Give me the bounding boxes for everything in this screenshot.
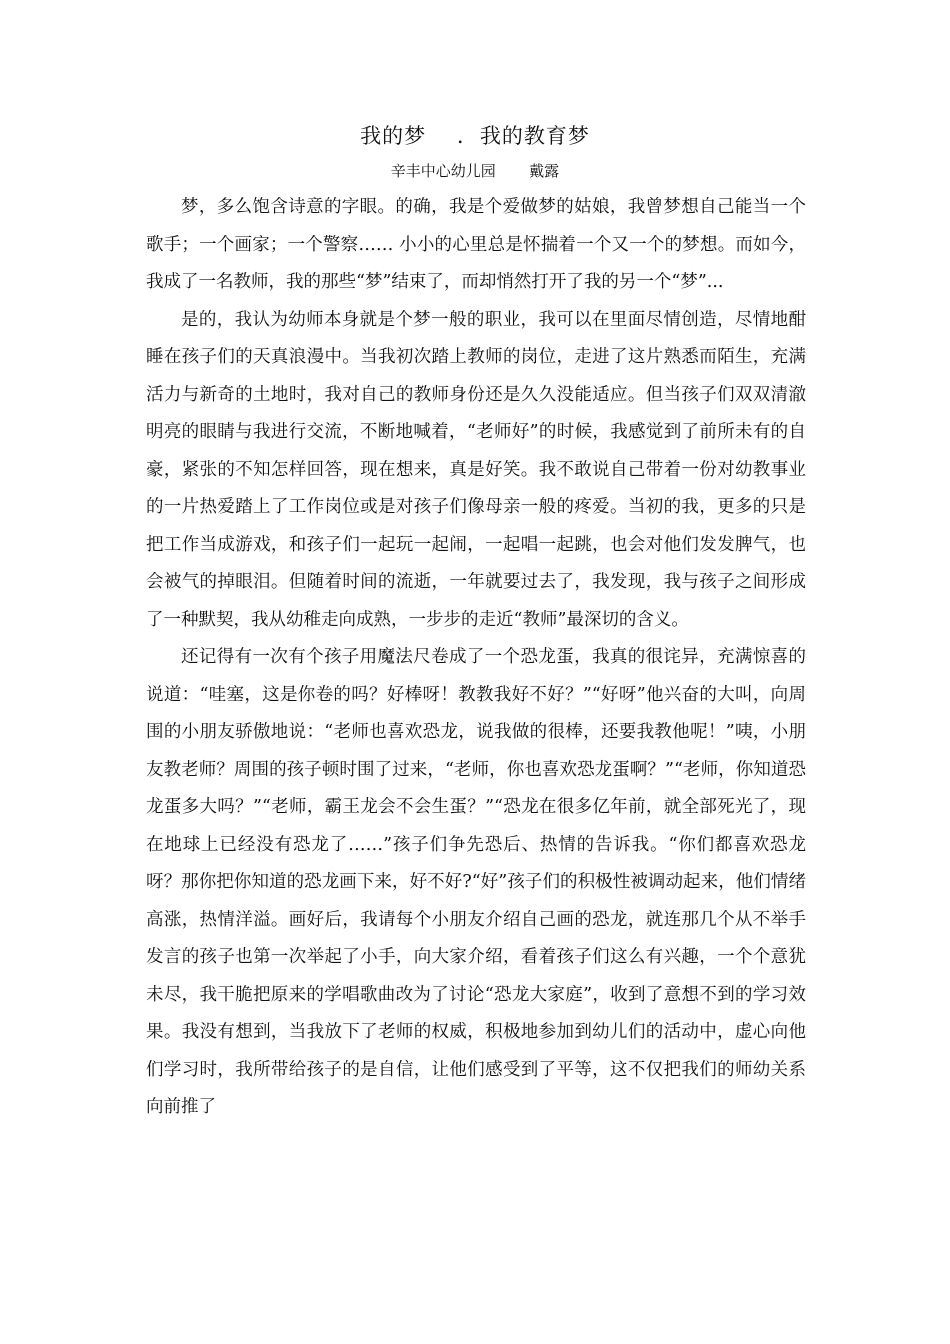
- document-title: 我的梦 . 我的教育梦: [360, 124, 590, 148]
- paragraph-3: 还记得有一次有个孩子用魔法尺卷成了一个恐龙蛋，我真的很诧异，充满惊喜的说道：“哇塞，这是你卷的吗？好棒呀！教教我好不好？”“好呀”他兴奋的大叫，向周围的小朋友骄傲地说：“老师也喜欢恐龙，说我做的很棒，还要我教他呢！”咦，小朋友教老师？周围的孩子顿时围了过来，“老师，你也喜欢恐龙蛋啊？”“老师，你知道恐龙蛋多大吗？”“老师，霸王龙会不会生蛋？”“恐龙在很多亿年前，就全部死光了，现在地球上已经没有恐龙了……”孩子们争先恐后、热情的告诉我。“你们都喜欢恐龙呀？那你把你知道的恐龙画下来，好不好?“好”孩子们的积极性被调动起来，他们情绪高涨，热情洋溢。画好后，我请每个小朋友介绍自己画的恐龙，就连那几个从不举手发言的孩子也第一次举起了小手，向大家介绍，看着孩子们这么有兴趣，一个个意犹未尽，我干脆把原来的学唱歌曲改为了讨论“恐龙大家庭”，收到了意想不到的学习效果。我没有想到，当我放下了老师的权威，积极地参加到幼儿们的活动中，虚心向他们学习时，我所带给孩子的是自信，让他们感受到了平等，这不仅把我们的师幼关系向前推了: [146, 647, 806, 1117]
- document-body: [146, 189, 806, 1127]
- paragraph-1: 梦，多么饱含诗意的字眼。的确，我是个爱做梦的姑娘，我曾梦想自己能当一个歌手；一个画家；一个警察…… 小小的心里总是怀揣着一个又一个的梦想。而如今，我成了一名教师，我的那些“梦”结束了，而却悄然打开了我的另一个“梦”...: [146, 197, 806, 292]
- document-byline: 辛丰中心幼儿园 戴露: [390, 162, 560, 180]
- paragraph-2: 是的，我认为幼师本身就是个梦一般的职业，我可以在里面尽情创造，尽情地酣睡在孩子们的天真浪漫中。当我初次踏上教师的岗位，走进了这片熟悉而陌生，充满活力与新奇的土地时，我对自己的教师身份还是久久没能适应。但当孩子们双双清澈明亮的眼睛与我进行交流，不断地喊着，“老师好”的时候，我感觉到了前所未有的自豪，紧张的不知怎样回答，现在想来，真是好笑。我不敢说自己带着一份对幼教事业的一片热爱踏上了工作岗位或是对孩子们像母亲一般的疼爱。当初的我，更多的只是把工作当成游戏，和孩子们一起玩一起闹，一起唱一起跳，也会对他们发发脾气，也会被气的掉眼泪。但随着时间的流逝，一年就要过去了，我发现，我与孩子之间形成了一种默契，我从幼稚走向成熟，一步步的走近“教师”最深切的含义。: [146, 309, 806, 630]
